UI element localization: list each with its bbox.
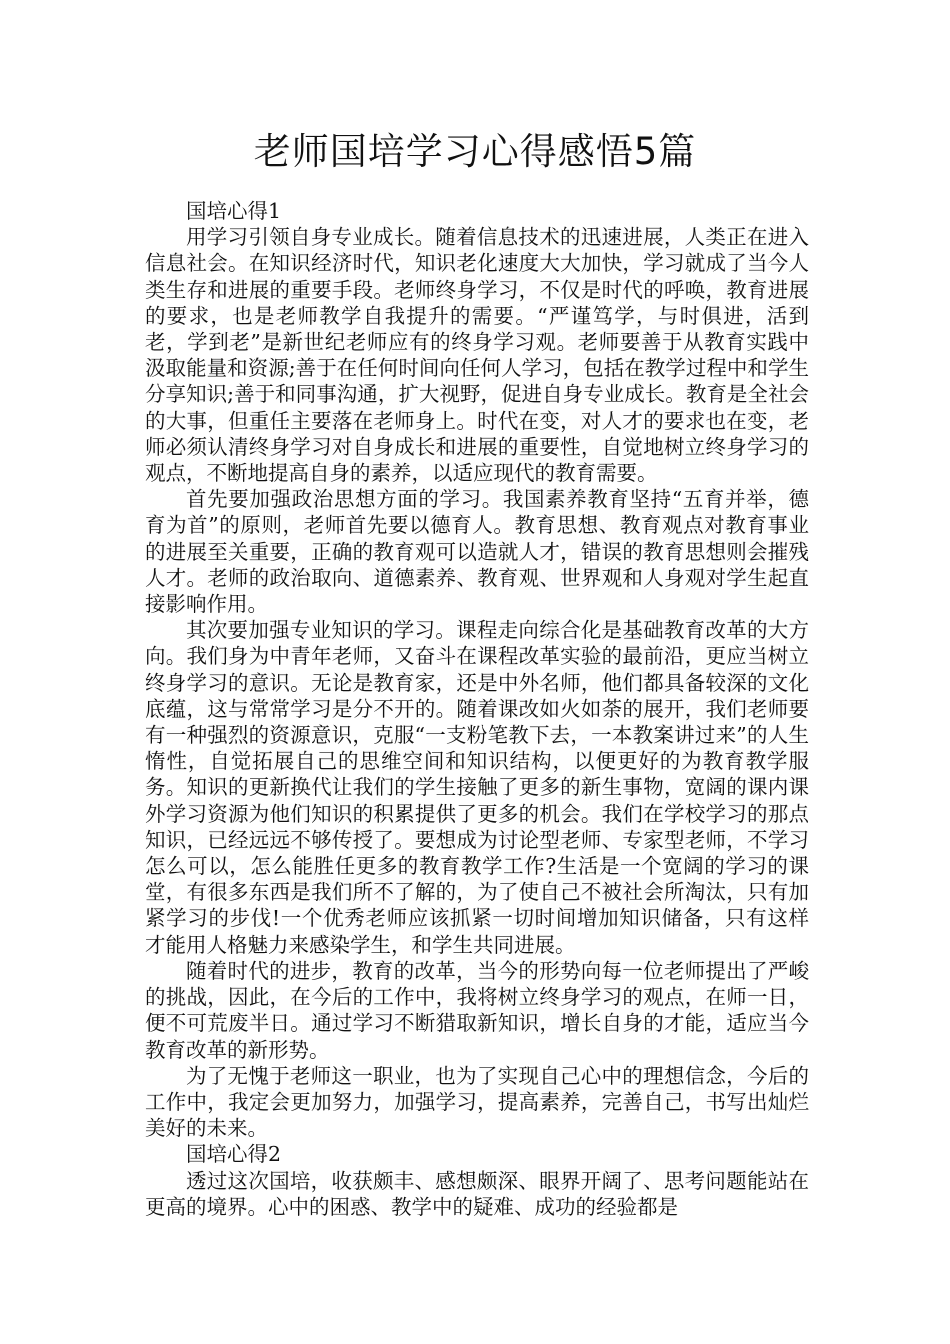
document-body xyxy=(145,198,809,1220)
body-paragraph: 首先要加强政治思想方面的学习。我国素养教育坚持“五育并举，德育为首”的原则，老师首先要以德育人。教育思想、教育观点对教育事业的进展至关重要，正确的教育观可以造就人才，错误的教育思想则会摧残人才。老师的政治取向、道德素养、教育观、世界观和人身观对学生起直接影响作用。 xyxy=(145,487,809,617)
body-paragraph: 其次要加强专业知识的学习。课程走向综合化是基础教育改革的大方向。我们身为中青年老师，又奋斗在课程改革实验的最前沿，更应当树立终身学习的意识。无论是教育家，还是中外名师，他们都具备较深的文化底蕴，这与常常学习是分不开的。随着课改如火如荼的展开，我们老师要有一种强烈的资源意识，克服“一支粉笔教下去，一本教案讲过来”的人生惰性，自觉拓展自己的思维空间和知识结构，以便更好的为教育教学服务。知识的更新换代让我们的学生接触了更多的新生事物，宽阔的课内课外学习资源为他们知识的积累提供了更多的机会。我们在学校学习的那点知识，已经远远不够传授了。要想成为讨论型老师、专家型老师，不学习怎么可以，怎么能胜任更多的教育教学工作?生活是一个宽阔的学习的课堂，有很多东西是我们所不了解的，为了使自己不被社会所淘汰，只有加紧学习的步伐!一个优秀老师应该抓紧一切时间增加知识储备，只有这样才能用人格魅力来感染学生，和学生共同进展。 xyxy=(145,618,809,957)
section-heading: 国培心得2 xyxy=(186,1142,282,1167)
body-paragraph: 透过这次国培，收获颇丰、感想颇深、眼界开阔了、思考问题能站在更高的境界。心中的困惑、教学中的疑难、成功的经验都是 xyxy=(145,1168,809,1219)
body-paragraph: 用学习引领自身专业成长。随着信息技术的迅速进展，人类正在进入信息社会。在知识经济时代，知识老化速度大大加快，学习就成了当今人类生存和进展的重要手段。老师终身学习，不仅是时代的呼唤，教育进展的要求，也是老师教学自我提升的需要。“严谨笃学，与时俱进，活到老，学到老”是新世纪老师应有的终身学习观。老师要善于从教育实践中汲取能量和资源;善于在任何时间向任何人学习，包括在教学过程中和学生分享知识;善于和同事沟通，扩大视野，促进自身专业成长。教育是全社会的大事，但重任主要落在老师身上。时代在变，对人才的要求也在变，老师必须认清终身学习对自身成长和进展的重要性，自觉地树立终身学习的观点，不断地提高自身的素养，以适应现代的教育需要。 xyxy=(145,225,809,486)
section-heading: 国培心得1 xyxy=(186,199,282,223)
document-title: 老师国培学习心得感悟5篇 xyxy=(253,130,697,173)
body-paragraph: 随着时代的进步，教育的改革，当今的形势向每一位老师提出了严峻的挑战，因此，在今后的工作中，我将树立终身学习的观点，在师一日，便不可荒废半日。通过学习不断猎取新知识，增长自身的才能，适应当今教育改革的新形势。 xyxy=(145,958,809,1062)
body-paragraph: 为了无愧于老师这一职业，也为了实现自己心中的理想信念，今后的工作中，我定会更加努力，加强学习，提高素养，完善自己，书写出灿烂美好的未来。 xyxy=(145,1063,809,1141)
